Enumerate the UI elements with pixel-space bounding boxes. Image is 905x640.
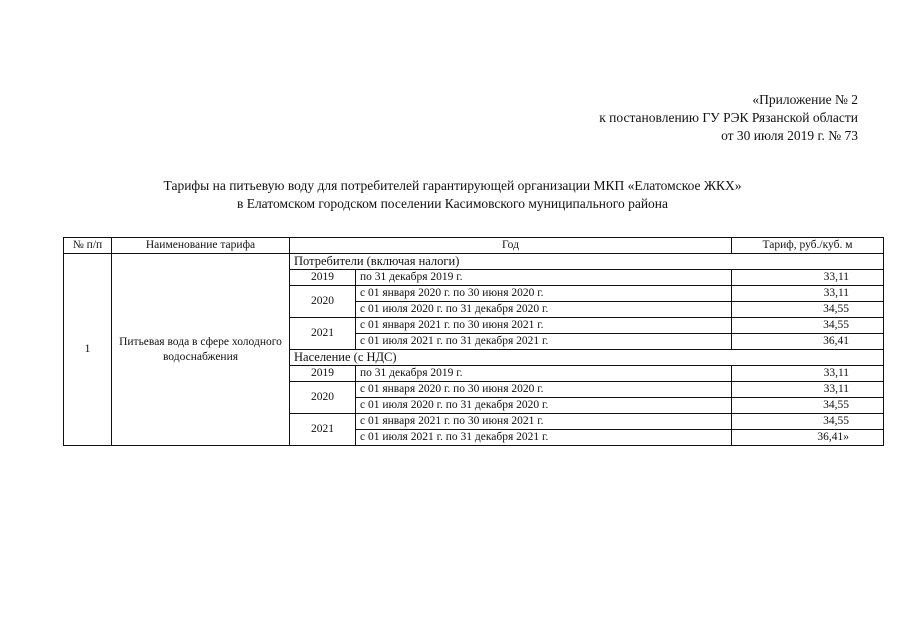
tariff-value-cell: 33,11 <box>732 270 884 286</box>
tariff-value-cell: 36,41» <box>732 430 884 446</box>
tariff-table <box>63 237 884 446</box>
header-num: № п/п <box>64 238 112 254</box>
period-cell: по 31 декабря 2019 г. <box>356 366 732 382</box>
document-title <box>0 177 905 213</box>
table-header-row <box>64 238 884 254</box>
title-line-1: Тарифы на питьевую воду для потребителей гарантирующей организации МКП «Елатомское ЖКХ» <box>163 178 742 193</box>
period-cell: с 01 июля 2021 г. по 31 декабря 2021 г. <box>356 334 732 350</box>
year-cell: 2021 <box>290 414 356 446</box>
tariff-value-cell: 34,55 <box>732 398 884 414</box>
tariff-value-cell: 34,55 <box>732 414 884 430</box>
period-cell: с 01 января 2021 г. по 30 июня 2021 г. <box>356 318 732 334</box>
year-cell: 2021 <box>290 318 356 350</box>
header-tariff: Тариф, руб./куб. м <box>732 238 884 254</box>
period-cell: с 01 июля 2020 г. по 31 декабря 2020 г. <box>356 398 732 414</box>
period-cell: с 01 января 2021 г. по 30 июня 2021 г. <box>356 414 732 430</box>
tariff-value-cell: 33,11 <box>732 286 884 302</box>
header-name: Наименование тарифа <box>112 238 290 254</box>
year-cell: 2020 <box>290 286 356 318</box>
tariff-value-cell: 34,55 <box>732 318 884 334</box>
appendix-line-2: к постановлению ГУ РЭК Рязанской области <box>599 110 858 125</box>
appendix-reference <box>599 91 858 145</box>
table-body <box>64 254 884 446</box>
period-cell: по 31 декабря 2019 г. <box>356 270 732 286</box>
row-number: 1 <box>64 254 112 446</box>
group-row <box>64 254 884 270</box>
group-label: Потребители (включая налоги) <box>290 254 884 270</box>
appendix-line-1: «Приложение № 2 <box>752 92 858 107</box>
appendix-line-3: от 30 июля 2019 г. № 73 <box>721 128 858 143</box>
period-cell: с 01 января 2020 г. по 30 июня 2020 г. <box>356 382 732 398</box>
period-cell: с 01 января 2020 г. по 30 июня 2020 г. <box>356 286 732 302</box>
year-cell: 2019 <box>290 270 356 286</box>
group-label: Население (с НДС) <box>290 350 884 366</box>
year-cell: 2020 <box>290 382 356 414</box>
tariff-value-cell: 33,11 <box>732 382 884 398</box>
header-year: Год <box>290 238 732 254</box>
period-cell: с 01 июля 2020 г. по 31 декабря 2020 г. <box>356 302 732 318</box>
tariff-value-cell: 34,55 <box>732 302 884 318</box>
tariff-name: Питьевая вода в сфере холодного водоснабжения <box>112 254 290 446</box>
title-line-2: в Елатомском городском поселении Касимовского муниципального района <box>236 196 669 211</box>
tariff-value-cell: 36,41 <box>732 334 884 350</box>
year-cell: 2019 <box>290 366 356 382</box>
period-cell: с 01 июля 2021 г. по 31 декабря 2021 г. <box>356 430 732 446</box>
tariff-value-cell: 33,11 <box>732 366 884 382</box>
